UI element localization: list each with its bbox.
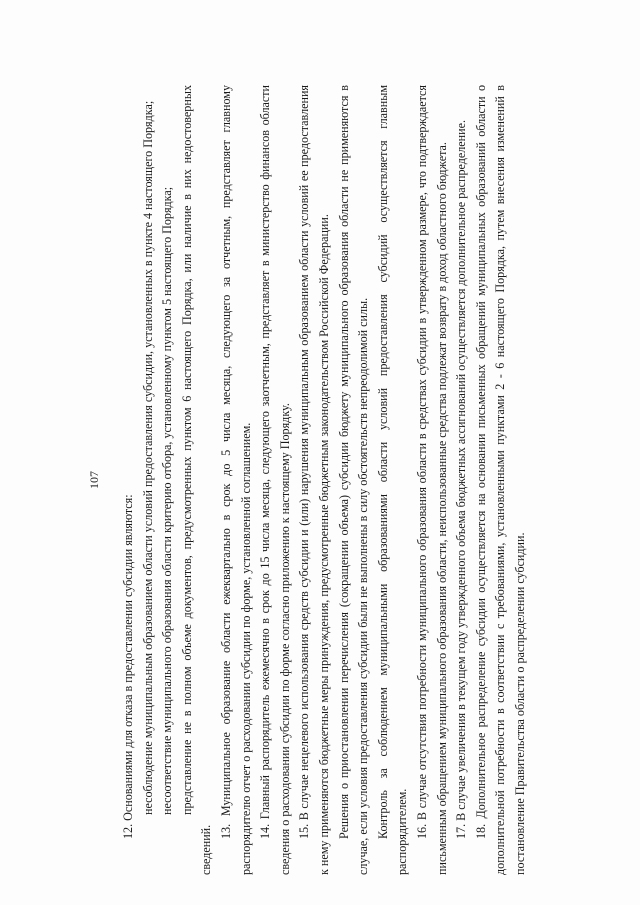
paragraph: 17. В случае увеличения в текущем году утвержденного объема бюджетных ассигнований осуществляется дополнительное распределение.: [454, 120, 469, 839]
paragraph: 12. Основаниями для отказа в предоставлении субсидии являются:: [121, 494, 135, 839]
paragraph: 15. В случае нецелевого использования средств субсидии и (или) нарушения муниципальным образованием области условий ее предоставления к нему применяются бюджетные меры принуждения, предусмотренные бюджетным законодательством Российской Федерации.: [297, 85, 331, 875]
page-number: 107: [87, 471, 101, 489]
paragraph: Решения о приостановлении перечисления (сокращении объема) субсидии бюджету муниципального образования области не применяются в случае, если условия предоставления субсидии были не выполнены в силу обстоятельств непреодолимой силы.: [336, 85, 371, 875]
paragraph: 13. Муниципальное образование области ежеквартально в срок до 5 числа месяца, следующего за отчетным, представляет главному распорядителю отчет о расходовании субсидии по форме, установленной соглашением.: [218, 85, 253, 875]
paragraph: несоответствие муниципального образования области критерию отбора, установленному пунктом 5 настоящего Порядка;: [160, 186, 175, 815]
paragraph: 16. В случае отсутствия потребности муниципального образования области в средствах субсидии в утвержденном размере, что подтверждается письменным обращением муниципального образования области, неиспользованные средства подлежат возврату в доход областного бюджета.: [414, 85, 449, 875]
paragraph: 14. Главный распорядитель ежемесячно в срок до 15 числа месяца, следующего заотчетным, представляет в министерство финансов области сведения о расходовании субсидии по форме согласно приложению к настоящему Порядку.: [258, 85, 292, 875]
paragraph: несоблюдение муниципальным образованием области условий предоставления субсидии, установленных в пункте 4 настоящего Порядка;: [140, 100, 155, 815]
paragraph: представление не в полном объеме документов, предусмотренных пунктом 6 настоящего Порядка, или наличие в них недостоверных сведений.: [179, 85, 214, 875]
document-body: [119, 85, 530, 875]
paragraph: Контроль за соблюдением муниципальными образованиями области условий предоставления субсидий осуществляется главным распорядителем.: [375, 85, 410, 875]
rotated-content: [87, 85, 607, 875]
paragraph: 18. Дополнительное распределение субсидии осуществляется на основании письменных обращений муниципальных образований области о дополнительной потребности в соответствии с требованиями, установленными пунктами 2 - 6 настоящего Порядка, путем внесения изменений в постановление Правительства области о распределении субсидии.: [473, 85, 527, 875]
